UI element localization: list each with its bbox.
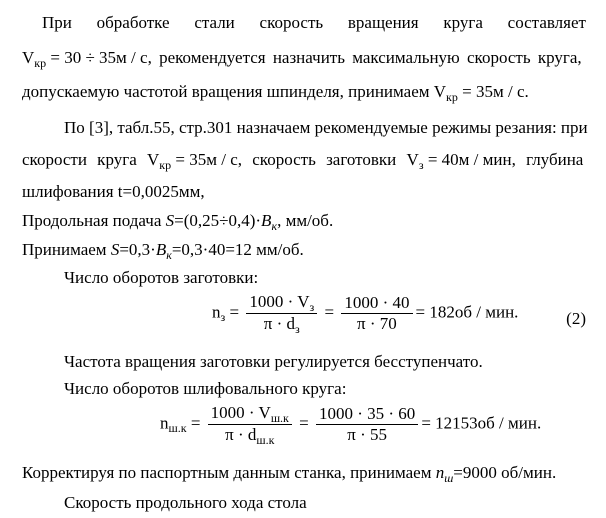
word: составляет [507, 13, 586, 32]
subscript: ш.к [168, 421, 187, 436]
paragraph-2-line-3 [22, 182, 205, 202]
text: , мм/об. [277, 211, 334, 230]
text: =0,3· [119, 240, 156, 259]
text: , скорость заготовки [237, 150, 407, 169]
subscript: кр [159, 158, 172, 172]
text: . [514, 302, 519, 322]
fraction [208, 404, 292, 445]
table-speed-heading [64, 493, 307, 513]
word: вращения [347, 13, 419, 32]
subscript: з [220, 310, 226, 325]
equation-inline: = 35м / с [171, 150, 238, 169]
subscript: к [271, 219, 278, 233]
equation-inline: = 35м / с [457, 82, 525, 101]
paragraph-1-line-1 [42, 13, 586, 33]
numerator [208, 404, 292, 425]
var-b: B [155, 240, 167, 259]
text: =9000 об/мин. [453, 463, 557, 482]
subscript: кр [34, 56, 47, 70]
text: . [524, 82, 529, 101]
equation-workpiece-rpm [212, 293, 518, 334]
subscript: ш.к [270, 411, 289, 425]
paragraph-2-line-1 [64, 118, 588, 138]
denominator [246, 314, 317, 334]
var-n: n [212, 302, 221, 322]
text: , глубина [511, 150, 584, 169]
paragraph-1-line-2 [22, 48, 582, 69]
speed-note [64, 352, 483, 372]
denominator: π · 55 [347, 425, 388, 444]
feed-line [22, 211, 333, 232]
denominator: π · 70 [357, 314, 397, 333]
word: круга [443, 13, 483, 32]
subscript: ш.к [256, 433, 275, 447]
text: Корректируя по паспортным данным станка, принимаем [22, 463, 436, 482]
equals: = [229, 302, 240, 322]
word: При [42, 13, 72, 32]
paragraph-1-line-3 [22, 82, 529, 103]
var-v: V [406, 150, 419, 169]
equation-wheel-rpm [160, 404, 541, 445]
result: = 12153об / мин [421, 413, 537, 433]
subscript: з [309, 300, 315, 314]
wheel-rpm-label [64, 379, 346, 399]
text: допускаемую частотой вращения шпинделя, принимаем [22, 82, 434, 101]
var-b: B [261, 211, 272, 230]
var-s: S [165, 211, 175, 230]
text: По [3], табл.55, стр.301 назначаем рекомендуемые режимы резания: при [64, 118, 588, 137]
var-n: n [160, 413, 169, 433]
fraction [316, 405, 418, 444]
fraction [246, 293, 317, 334]
correction-line [22, 463, 556, 484]
equation-inline: = 40м / мин [423, 150, 512, 169]
equals: = [190, 413, 201, 433]
revolutions-label [64, 268, 258, 288]
text: 1000 · V [210, 403, 271, 422]
var-n: n [435, 463, 445, 482]
word: стали [194, 13, 235, 32]
equals: = [324, 302, 335, 322]
text: =0,3·40=12 мм/об. [171, 240, 304, 259]
var-v: V [22, 48, 35, 67]
numerator: 1000 · 40 [341, 294, 412, 314]
text: 1000 · V [249, 292, 310, 311]
text: Число оборотов шлифовального круга: [64, 379, 347, 398]
text: Частота вращения заготовки регулируется бесступенчато. [64, 352, 483, 371]
text: Число оборотов заготовки: [64, 268, 259, 287]
text: =(0,25÷0,4)· [174, 211, 262, 230]
var-s: S [110, 240, 120, 259]
denominator [208, 425, 292, 445]
equation-number: (2) [566, 309, 586, 328]
result: = 182об / мин [415, 302, 515, 322]
text: π · d [263, 314, 296, 333]
text: Принимаем [22, 240, 111, 259]
text: Скорость продольного хода стола [64, 493, 307, 512]
text: Продольная подача [22, 211, 166, 230]
subscript: з [418, 158, 424, 172]
word: обработке [96, 13, 170, 32]
text: шлифования t=0,0025мм, [22, 182, 205, 201]
accept-line [22, 240, 304, 261]
text: скорости круга [22, 150, 147, 169]
equals: = [299, 413, 309, 433]
text: π · d [225, 425, 257, 444]
text: . [536, 413, 542, 433]
var-v: V [433, 82, 447, 101]
subscript: к [166, 248, 172, 262]
equation-inline: = 30 ÷ 35м / с [46, 48, 148, 67]
var-v: V [147, 150, 160, 169]
text: , рекомендуется назначить максимальную скорость круга, [147, 48, 582, 67]
paragraph-2-line-2 [22, 150, 583, 171]
fraction [341, 294, 412, 333]
word: скорость [259, 13, 324, 32]
numerator: 1000 · 35 · 60 [316, 405, 418, 425]
subscript: ш [444, 471, 454, 485]
subscript: з [295, 322, 300, 336]
numerator [246, 293, 317, 314]
subscript: кр [446, 90, 458, 104]
